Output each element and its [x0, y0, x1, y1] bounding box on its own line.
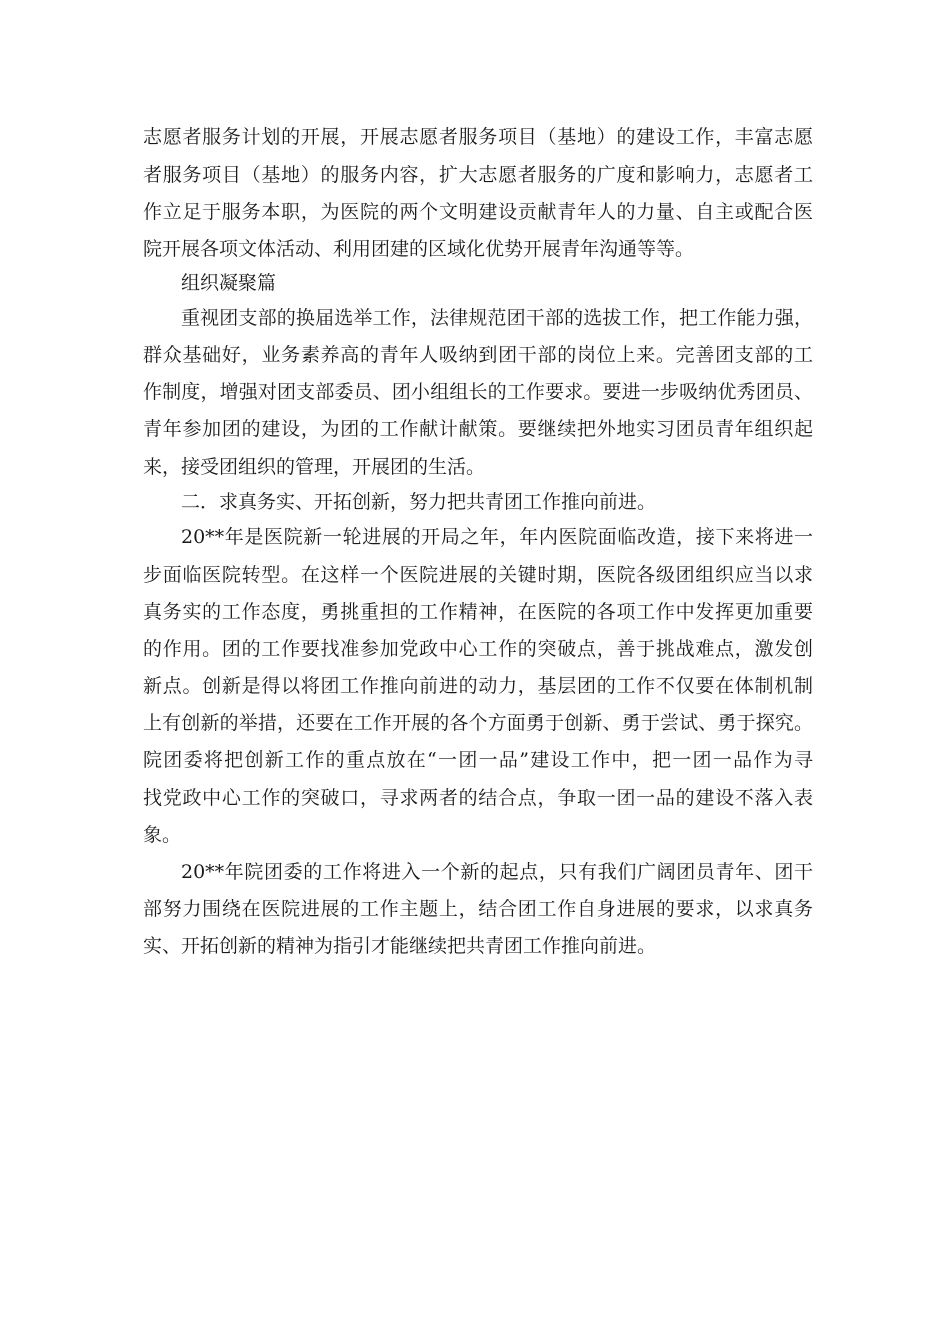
paragraph-innovation-line-6: 上有创新的举措，还要在工作开展的各个方面勇于创新、勇于尝试、勇于探究。 [143, 712, 813, 734]
section-heading-two: 二．求真务实、开拓创新，努力把共青团工作推向前进。 [181, 491, 657, 513]
paragraph-innovation-line-3: 真务实的工作态度，勇挑重担的工作精神，在医院的各项工作中发挥更加重要 [143, 601, 813, 623]
paragraph-organization-line-5: 来，接受团组织的管理，开展团的生活。 [143, 456, 486, 478]
paragraph-organization-line-4: 青年参加团的建设，为团的工作献计献策。要继续把外地实习团员青年组织起 [143, 418, 813, 440]
paragraph-conclusion-line-1: 20**年院团委的工作将进入一个新的起点，只有我们广阔团员青年、团干 [181, 861, 813, 883]
paragraph-volunteer-line-1: 志愿者服务计划的开展，开展志愿者服务项目（基地）的建设工作，丰富志愿 [143, 126, 813, 148]
paragraph-organization-line-1: 重视团支部的换届选举工作，法律规范团干部的选拔工作，把工作能力强， [181, 307, 813, 329]
paragraph-innovation-line-7: 院团委将把创新工作的重点放在“一团一品”建设工作中，把一团一品作为寻 [143, 749, 813, 771]
paragraph-innovation-line-4: 的作用。团的工作要找准参加党政中心工作的突破点，善于挑战难点，激发创 [143, 638, 813, 660]
paragraph-conclusion-line-3: 实、开拓创新的精神为指引才能继续把共青团工作推向前进。 [143, 935, 657, 957]
paragraph-volunteer-line-2: 者服务项目（基地）的服务内容，扩大志愿者服务的广度和影响力，志愿者工 [143, 164, 813, 186]
paragraph-innovation-line-1: 20**年是医院新一轮进展的开局之年，年内医院面临改造，接下来将进一 [181, 526, 813, 548]
paragraph-organization-line-2: 群众基础好，业务素养高的青年人吸纳到团干部的岗位上来。完善团支部的工 [143, 344, 813, 366]
paragraph-innovation-line-9: 象。 [143, 824, 182, 846]
paragraph-innovation-line-5: 新点。创新是得以将团工作推向前进的动力，基层团的工作不仅要在体制机制 [143, 675, 813, 697]
section-heading-organization: 组织凝聚篇 [181, 272, 277, 294]
paragraph-volunteer-line-4: 院开展各项文体活动、利用团建的区域化优势开展青年沟通等等。 [143, 238, 695, 260]
paragraph-conclusion-line-2: 部努力围绕在医院进展的工作主题上，结合团工作自身进展的要求，以求真务 [143, 898, 813, 920]
paragraph-innovation-line-8: 找党政中心工作的突破口，寻求两者的结合点，争取一团一品的建设不落入表 [143, 787, 813, 809]
paragraph-volunteer-line-3: 作立足于服务本职，为医院的两个文明建设贡献青年人的力量、自主或配合医 [143, 201, 813, 223]
paragraph-organization-line-3: 作制度，增强对团支部委员、团小组组长的工作要求。要进一步吸纳优秀团员、 [143, 381, 813, 403]
paragraph-innovation-line-2: 步面临医院转型。在这样一个医院进展的关键时期，医院各级团组织应当以求 [143, 564, 813, 586]
